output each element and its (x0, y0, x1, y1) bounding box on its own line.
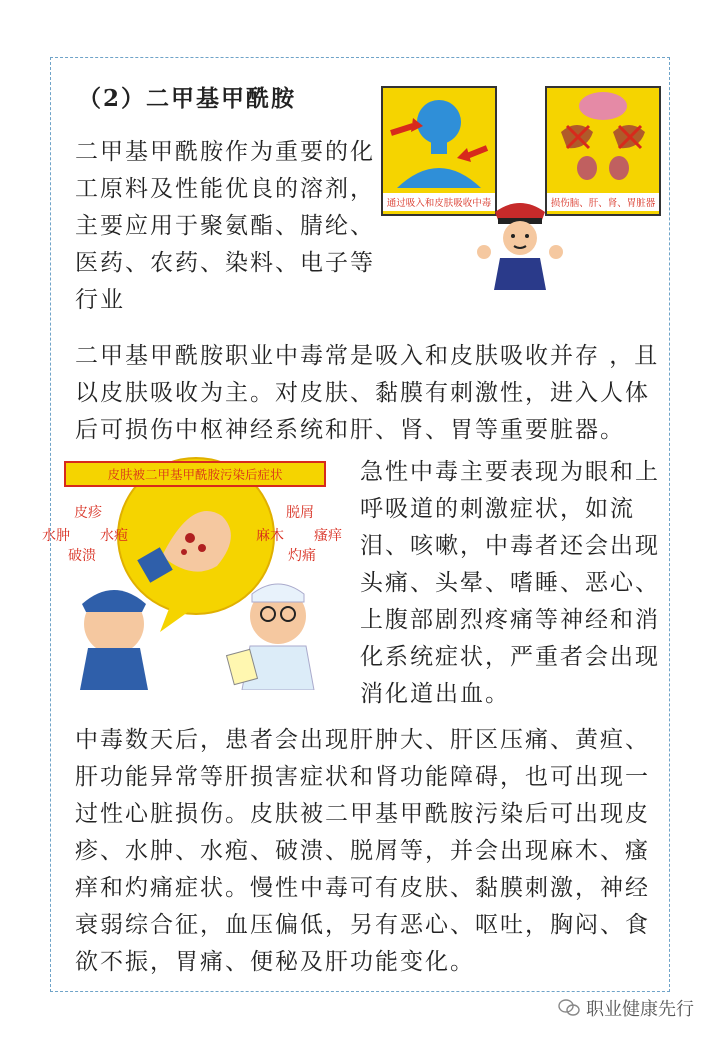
symptom-edema: 水肿 (42, 528, 70, 544)
symptom-desquamation: 脱屑 (286, 505, 314, 521)
skin-symptom-illustration (42, 456, 350, 690)
symptom-blister: 水疱 (100, 528, 128, 544)
section-title: （2）二甲基甲酰胺 (78, 85, 297, 112)
officer-illustration (470, 190, 570, 290)
wechat-icon (558, 999, 580, 1017)
later-symptoms-paragraph: 中毒数天后，患者会出现肝肿大、肝区压痛、黄疸、肝功能异常等肝损害症状和肾功能障碍，也可出现一过性心脏损伤。皮肤被二甲基甲酰胺污染后可出现皮疹、水肿、水疱、破溃、脱屑等，并会出现麻木、瘙痒和灼痛症状。慢性中毒可有皮肤、黏膜刺激，神经衰弱综合征，血压偏低，另有恶心、呕吐，胸闷、食欲不振，胃痛、便秘及肝功能变化。 (75, 727, 650, 975)
watermark-text: 职业健康先行 (586, 999, 694, 1020)
organs-icon (547, 88, 659, 188)
organ-caption: 损伤脑、肝、肾、胃脏器 (547, 193, 659, 211)
route-caption: 通过吸入和皮肤吸收中毒 (383, 193, 495, 211)
skin-panel-title: 皮肤被二甲基甲酰胺污染后症状 (64, 461, 326, 487)
acute-symptoms-paragraph: 急性中毒主要表现为眼和上呼吸道的刺激症状，如流泪、咳嗽，中毒者还会出现头痛、头晕、嗜睡、恶心、上腹部剧烈疼痛等神经和消化系统症状，严重者会出现消化道出血。 (360, 459, 660, 707)
officer-icon (470, 190, 570, 290)
symptom-itching: 瘙痒 (314, 528, 342, 544)
symptom-numbness: 麻木 (256, 528, 284, 544)
symptom-ulcer: 破溃 (68, 548, 96, 564)
arrow-icon (391, 126, 413, 133)
intro-paragraph: 二甲基甲酰胺作为重要的化工原料及性能优良的溶剂，主要应用于聚氨酯、腈纶、医药、农药、染料、电子等行业 (75, 139, 375, 313)
watermark (558, 995, 694, 1021)
symptom-burning-pain: 灼痛 (288, 548, 316, 564)
person-head-icon (383, 88, 495, 188)
exposure-paragraph: 二甲基甲酰胺职业中毒常是吸入和皮肤吸收并存 ，且以皮肤吸收为主。对皮肤、黏膜有刺激性，进入人体后可损伤中枢神经系统和肝、肾、胃等重要脏器。 (75, 343, 660, 443)
symptom-rash: 皮疹 (74, 505, 102, 521)
